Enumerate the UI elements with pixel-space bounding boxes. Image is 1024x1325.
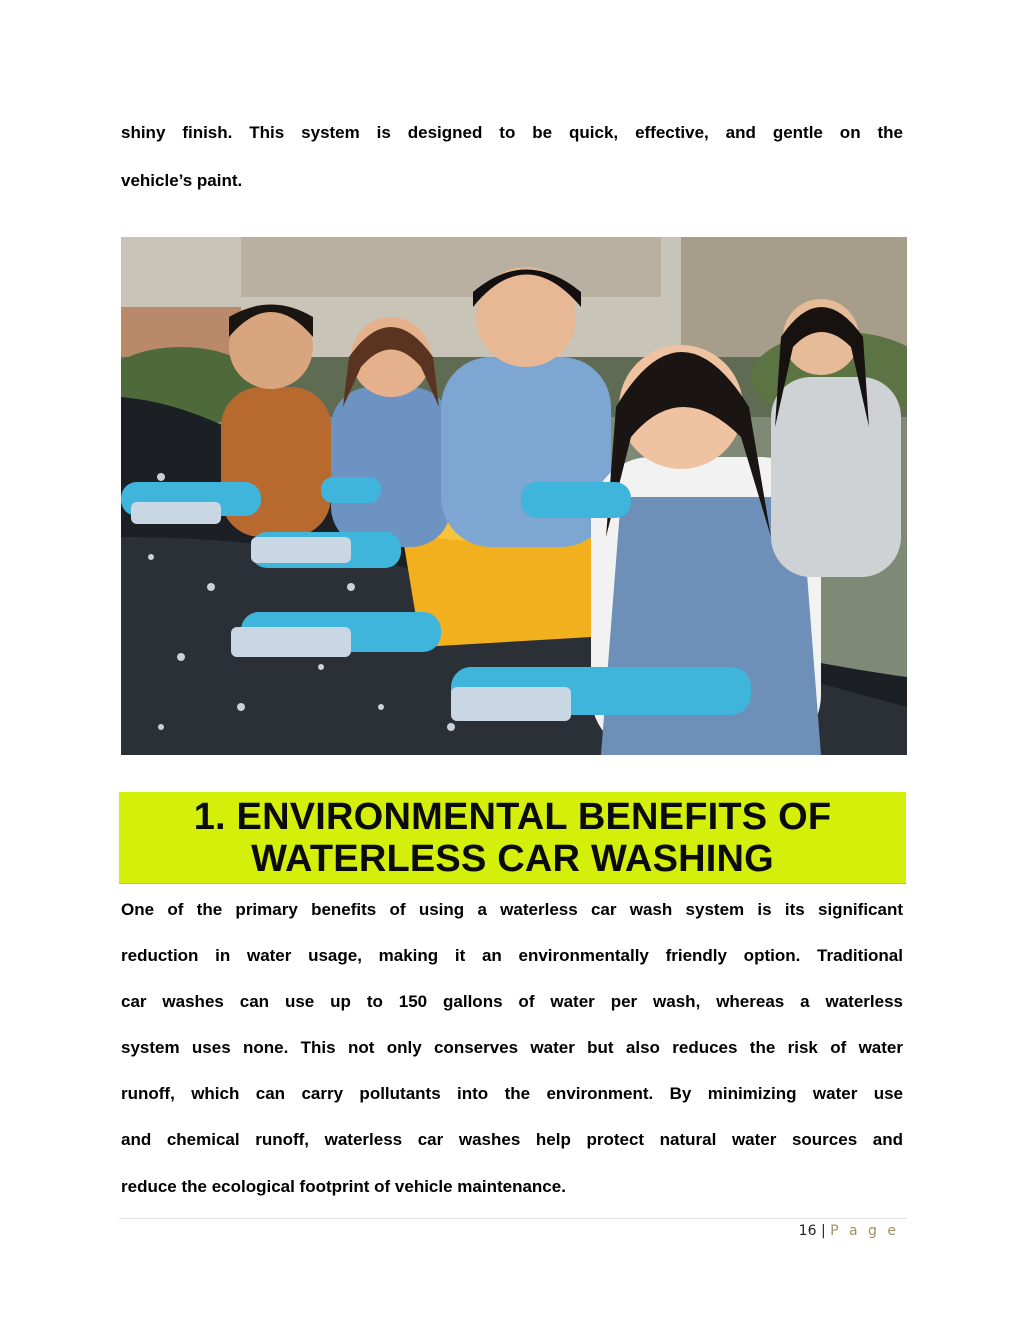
page-number: 16 xyxy=(798,1223,817,1239)
section-heading-box xyxy=(119,792,906,884)
section-heading-line-1: 1. ENVIRONMENTAL BENEFITS OF xyxy=(193,795,832,838)
footer-divider xyxy=(119,1218,906,1219)
body-line-2: reduction in water usage, making it an environmentally friendly option. Traditional xyxy=(121,946,903,965)
body-line-4: system uses none. This not only conserves water but also reduces the risk of water xyxy=(121,1038,903,1057)
intro-line-1: shiny finish. This system is designed to be quick, effective, and gentle on the xyxy=(121,123,903,142)
body-line-6: and chemical runoff, waterless car washes help protect natural water sources and xyxy=(121,1130,903,1149)
page-separator: | xyxy=(820,1223,826,1239)
page-label: P a g e xyxy=(830,1223,899,1239)
section-heading-line-2: WATERLESS CAR WASHING xyxy=(251,837,774,880)
page-footer xyxy=(799,1223,899,1239)
car-washing-photo xyxy=(121,237,907,755)
intro-line-2: vehicle’s paint. xyxy=(121,171,243,190)
body-line-3: car washes can use up to 150 gallons of water per wash, whereas a waterless xyxy=(121,992,903,1011)
body-line-5: runoff, which can carry pollutants into the environment. By minimizing water use xyxy=(121,1084,903,1103)
body-line-7: reduce the ecological footprint of vehicle maintenance. xyxy=(121,1177,566,1196)
body-line-1: One of the primary benefits of using a waterless car wash system is its significant xyxy=(121,900,903,919)
